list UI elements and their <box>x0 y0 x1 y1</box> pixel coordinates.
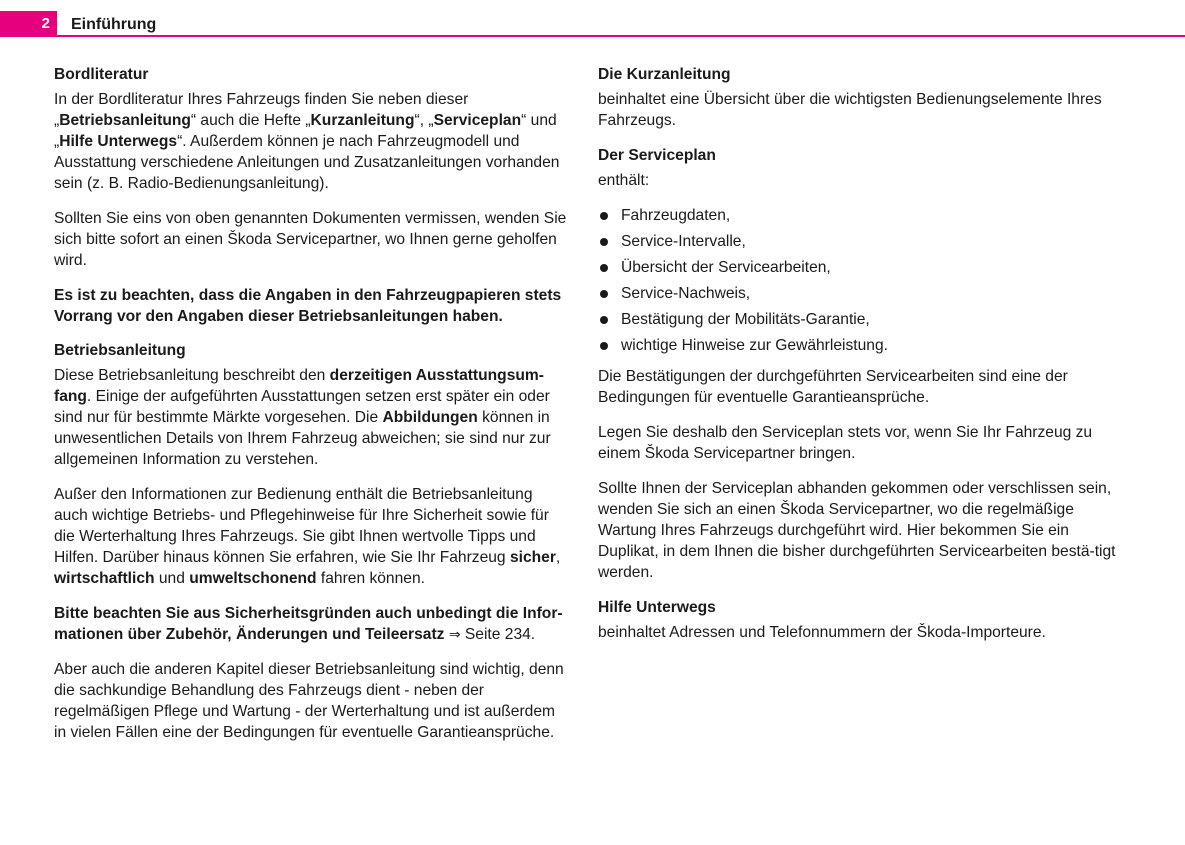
betriebsanleitung-heading: Betriebsanleitung <box>54 342 186 359</box>
confirmation-paragraph: Die Bestätigungen der durchgeführten Servicearbeiten sind eine der Bedingungen für eventuelle Garantieansprüche. <box>598 368 1068 406</box>
hilfe-unterwegs-heading: Hilfe Unterwegs <box>598 599 716 616</box>
kurzanleitung-heading: Die Kurzanleitung <box>598 66 731 83</box>
right-column <box>598 64 1118 657</box>
list-item: Bestätigung der Mobilitäts-Garantie, <box>598 309 1118 330</box>
list-item: Service-Intervalle, <box>598 231 1118 252</box>
reference-arrow-icon: ⇒ <box>448 627 461 643</box>
page-number: 2 <box>0 11 57 37</box>
serviceplan-intro: enthält: <box>598 172 650 189</box>
serviceplan-list <box>598 205 1118 356</box>
bordliteratur-paragraph: In der Bordliteratur Ihres Fahrzeugs finden Sie neben dieser „Betriebsanleitung“ auch die Hefte „Kurzanleitung“, „Serviceplan“ und „Hilfe Unterwegs“. Außerdem können je nach Fahrzeugmodell und Ausstattung verschiedene Anleitungen und Zusatzanleitungen vorhanden sein (z. B. Radio-Bedienungsanleitung). <box>54 91 560 192</box>
chapter-title: Einführung <box>71 16 157 33</box>
serviceplan-heading: Der Serviceplan <box>598 147 716 164</box>
list-item: Service-Nachweis, <box>598 283 1118 304</box>
priority-note: Es ist zu beachten, dass die Angaben in den Fahrzeugpapieren stets Vorrang vor den Angaben dieser Betriebsanleitungen haben. <box>54 287 562 325</box>
present-serviceplan-paragraph: Legen Sie deshalb den Serviceplan stets vor, wenn Sie Ihr Fahrzeug zu einem Škoda Servicepartner bringen. <box>598 424 1093 462</box>
left-column <box>54 64 570 757</box>
bordliteratur-heading: Bordliteratur <box>54 66 149 83</box>
list-item: wichtige Hinweise zur Gewährleistung. <box>598 335 1118 356</box>
header-rule <box>57 35 1185 37</box>
kurzanleitung-text: beinhaltet eine Übersicht über die wichtigsten Bedienungselemente Ihres Fahrzeugs. <box>598 91 1102 129</box>
list-item: Übersicht der Servicearbeiten, <box>598 257 1118 278</box>
other-chapters-paragraph: Aber auch die anderen Kapitel dieser Betriebsanleitung sind wichtig, denn die sachkundige Behandlung des Fahrzeugs dient - neben der regelmäßigen Pflege und Wartung - der Werterhaltung und ist außerdem in vielen Fällen eine der Bedingungen für eventuelle Garantieansprüche. <box>54 661 564 741</box>
lost-serviceplan-paragraph: Sollte Ihnen der Serviceplan abhanden gekommen oder verschlissen sein, wenden Sie sich an einen Škoda Servicepartner, wo die regelmäßige Wartung Ihres Fahrzeugs durchgeführt wird. Hier bekommen Sie ein Duplikat, in dem Ihnen die bisher durchgeführten Servicearbeiten bestä-tigt werden. <box>598 480 1116 581</box>
list-item: Fahrzeugdaten, <box>598 205 1118 226</box>
page-reference-link[interactable]: Seite 234. <box>464 626 536 643</box>
betriebsanleitung-paragraph: Diese Betriebsanleitung beschreibt den derzeitigen Ausstattungsum-fang. Einige der aufgeführten Ausstattungen setzen erst später ein oder sind nur für bestimmte Märkte vorgesehen. Die Abbildungen können in unwesentlichen Details von Ihrem Fahrzeug abweichen; sie sind nur zur allgemeinen Information zu verstehen. <box>54 367 551 468</box>
information-paragraph: Außer den Informationen zur Bedienung enthält die Betriebsanleitung auch wichtige Betriebs- und Pflegehinweise für Ihre Sicherheit sowie für die Werterhaltung Ihres Fahrzeugs. Sie gibt Ihnen wertvolle Tipps und Hilfen. Darüber hinaus können Sie erfahren, wie Sie Ihr Fahrzeug sicher, wirtschaftlich und umweltschonend fahren können. <box>54 486 561 587</box>
page-header <box>0 0 1185 38</box>
hilfe-unterwegs-text: beinhaltet Adressen und Telefonnummern der Škoda-Importeure. <box>598 624 1046 641</box>
safety-note: Bitte beachten Sie aus Sicherheitsgründen auch unbedingt die Infor-mationen über Zubehör, Änderungen und Teileersatz ⇒ Seite 234. <box>54 605 563 643</box>
missing-documents-paragraph: Sollten Sie eins von oben genannten Dokumenten vermissen, wenden Sie sich bitte sofort an einen Škoda Servicepartner, wo Ihnen gerne geholfen wird. <box>54 210 567 269</box>
